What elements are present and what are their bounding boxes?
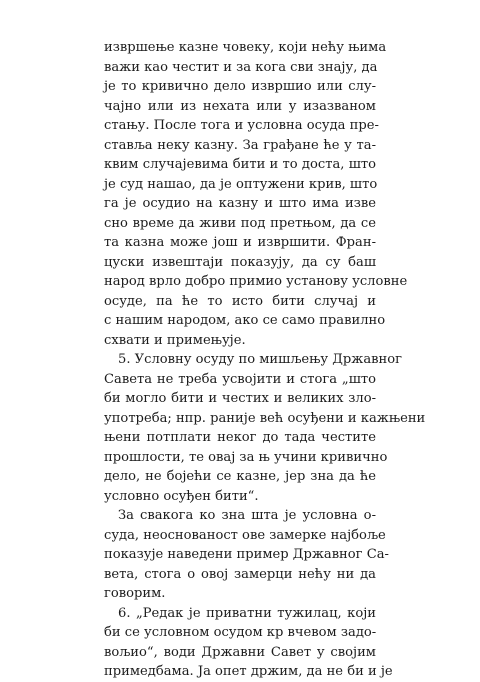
text-line: народ врло добро примио установу условне	[104, 274, 408, 289]
text-line: примедбама. Ја опет држим, да не би и је	[104, 664, 393, 679]
text-line: квим случајевима бити и то доста, што	[104, 157, 376, 172]
text-line: њени потплати неког до тада честите	[104, 430, 376, 445]
text-line: За свакога ко зна шта је условна о-	[118, 508, 376, 523]
text-line: с нашим народом, ако се само правилно	[104, 313, 386, 328]
text-line: важи као честит и за кога сви знају, да	[104, 59, 378, 75]
text-line: извршење казне човеку, који нећу њима	[104, 40, 387, 55]
text-line: осуде, па ће то исто бити случај и	[104, 293, 376, 309]
text-line: 5. Условну осуду по мишљењу Државног	[118, 352, 402, 367]
paragraph-3	[104, 506, 389, 604]
text-line: је то кривично дело извршио или слу-	[104, 79, 376, 94]
text-line: показује наведени пример Државног Са-	[104, 547, 389, 562]
text-line: Савета не треба усвојити и стога „што	[104, 371, 376, 387]
text-line: би се условном осудом кр вчевом задо-	[104, 625, 377, 640]
text-line: прошлости, те овај за њ учини кривично	[104, 449, 388, 465]
text-line: суда, неоснованост ове замерке најбоље	[104, 527, 386, 543]
text-line: чајно или из нехата или у изазваном	[104, 98, 376, 114]
text-line: вета, стога о овој замерци нећу ни да	[104, 566, 376, 582]
text-line: дело, не бојећи се казне, јер зна да ће	[104, 469, 376, 484]
text-line: ставља неку казну. За грађане ће у та-	[104, 137, 376, 153]
text-line: вољио“, води Државни Савет у својим	[104, 644, 376, 660]
text-column	[104, 38, 426, 682]
text-line: 6. „Редак је приватни тужилац, који	[118, 605, 376, 621]
text-line: стању. После тога и условна осуда пре-	[104, 118, 379, 133]
paragraph-4	[104, 604, 393, 682]
paragraph-1	[104, 38, 408, 350]
text-line: говорим.	[104, 586, 166, 601]
text-line: та казна може још и извршити. Фран-	[104, 235, 376, 250]
text-line: би могло бити и честих и великих зло-	[104, 391, 376, 406]
text-line: је суд нашао, да је оптужени крив, што	[104, 176, 378, 192]
text-line: схвати и примењује.	[104, 332, 246, 348]
text-line: га је осудио на казну и што има изве	[104, 196, 376, 211]
text-line: условно осуђен бити“.	[104, 488, 259, 504]
text-line: цуски извештаји показују, да су баш	[104, 254, 376, 270]
text-line: употреба; нпр. раније већ осуђени и кажњени	[104, 410, 426, 426]
text-line: сно време да живи под претњом, да се	[104, 215, 376, 231]
paragraph-2	[104, 350, 426, 506]
